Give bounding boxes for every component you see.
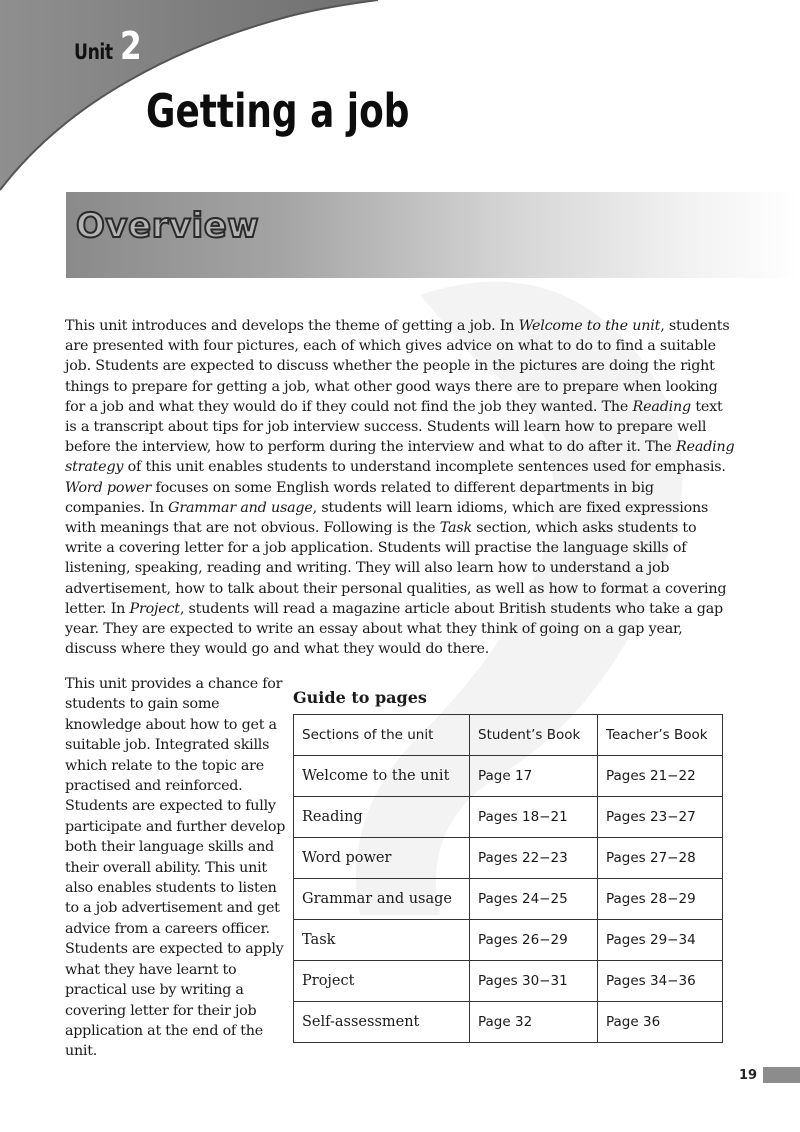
section-name: Task [439,520,472,537]
teachers-book-cell: Pages 21−22 [598,756,723,797]
table-row [294,961,723,1002]
teachers-book-cell: Pages 27−28 [598,838,723,879]
section-name: Word power [65,479,152,496]
students-book-cell: Page 17 [470,756,598,797]
table-row [294,1002,723,1043]
section-cell: Word power [294,838,470,879]
unit-title: Getting a job [146,84,410,138]
table-row [294,756,723,797]
teachers-book-cell: Pages 29−34 [598,920,723,961]
teachers-book-cell: Page 36 [598,1002,723,1043]
header-teachers-book: Teacher’s Book [598,715,723,756]
students-book-cell: Page 32 [470,1002,598,1043]
unit-number: 2 [120,24,142,68]
text-run: focuses on some English words related to different departments in big companies. In [65,479,654,516]
table-row [294,797,723,838]
unit-word: Unit [74,40,113,64]
teachers-book-cell: Pages 23−27 [598,797,723,838]
section-cell: Grammar and usage [294,879,470,920]
overview-intro-paragraph [65,316,737,659]
section-name: Grammar and usage [168,499,313,516]
section-cell: Project [294,961,470,1002]
page-number: 19 [739,1068,758,1083]
section-name: Reading strategy [65,439,735,476]
section-name: Reading [632,398,691,415]
students-book-cell: Pages 24−25 [470,879,598,920]
text-run: text is a transcript about tips for job interview success. Students will learn how to prepare well before the interview, how to perform during the interview and what to do after it. The [65,398,723,456]
students-book-cell: Pages 22−23 [470,838,598,879]
header-students-book: Student’s Book [470,715,598,756]
text-run: section, which asks students to write a covering letter for a job application. Students will practise the language skills of listening, speaking, reading and writing. They will also learn how to understand a job advertisement, how to talk about their personal qualities, as well as how to format a covering letter. In [65,520,727,617]
section-cell: Self-assessment [294,1002,470,1043]
text-run: This unit introduces and develops the theme of getting a job. In [65,318,519,334]
table-row [294,838,723,879]
overview-summary-paragraph: This unit provides a chance for students to gain some knowledge about how to get a suitable job. Integrated skills which relate to the topic are practised and reinforced. Students are expected to fully participate and further develop both their language skills and their overall ability. This unit also enables students to listen to a job advertisement and get advice from a careers officer. Students are expected to apply what they have learnt to practical use by writing a covering letter for their job application at the end of the unit. [65,676,286,1060]
students-book-cell: Pages 26−29 [470,920,598,961]
section-cell: Welcome to the unit [294,756,470,797]
text-run: of this unit enables students to understand incomplete sentences used for emphasis. [123,459,726,476]
header-sections: Sections of the unit [294,715,470,756]
students-book-cell: Pages 18−21 [470,797,598,838]
page-number-bar [763,1067,800,1083]
text-run: , students will learn idioms, which are fixed expressions with meanings that are not obvious. Following is the [65,499,709,537]
text-run: , students will read a magazine article about British students who take a gap year. They are expected to write an essay about what they think of going on a gap year, discuss where they would go and what they would do there. [65,600,723,658]
section-name: Welcome to the unit [518,318,661,334]
section-name: Project [129,600,180,617]
unit-label [74,24,146,68]
table-row [294,879,723,920]
table-row [294,920,723,961]
teachers-book-cell: Pages 28−29 [598,879,723,920]
guide-heading: Guide to pages [293,688,427,707]
guide-to-pages-table [293,714,723,1043]
overview-heading: Overview [76,206,260,246]
students-book-cell: Pages 30−31 [470,961,598,1002]
table-header-row [294,715,723,756]
section-cell: Reading [294,797,470,838]
text-run: , students are presented with four pictures, each of which gives advice on what to do to find a suitable job. Students are expected to discuss whether the people in the pictures are doing the right things to prepare for getting a job, what other good ways there are to prepare when looking for a job and what they would do if they could not find the job they wanted. The [65,318,730,415]
teachers-book-cell: Pages 34−36 [598,961,723,1002]
section-cell: Task [294,920,470,961]
